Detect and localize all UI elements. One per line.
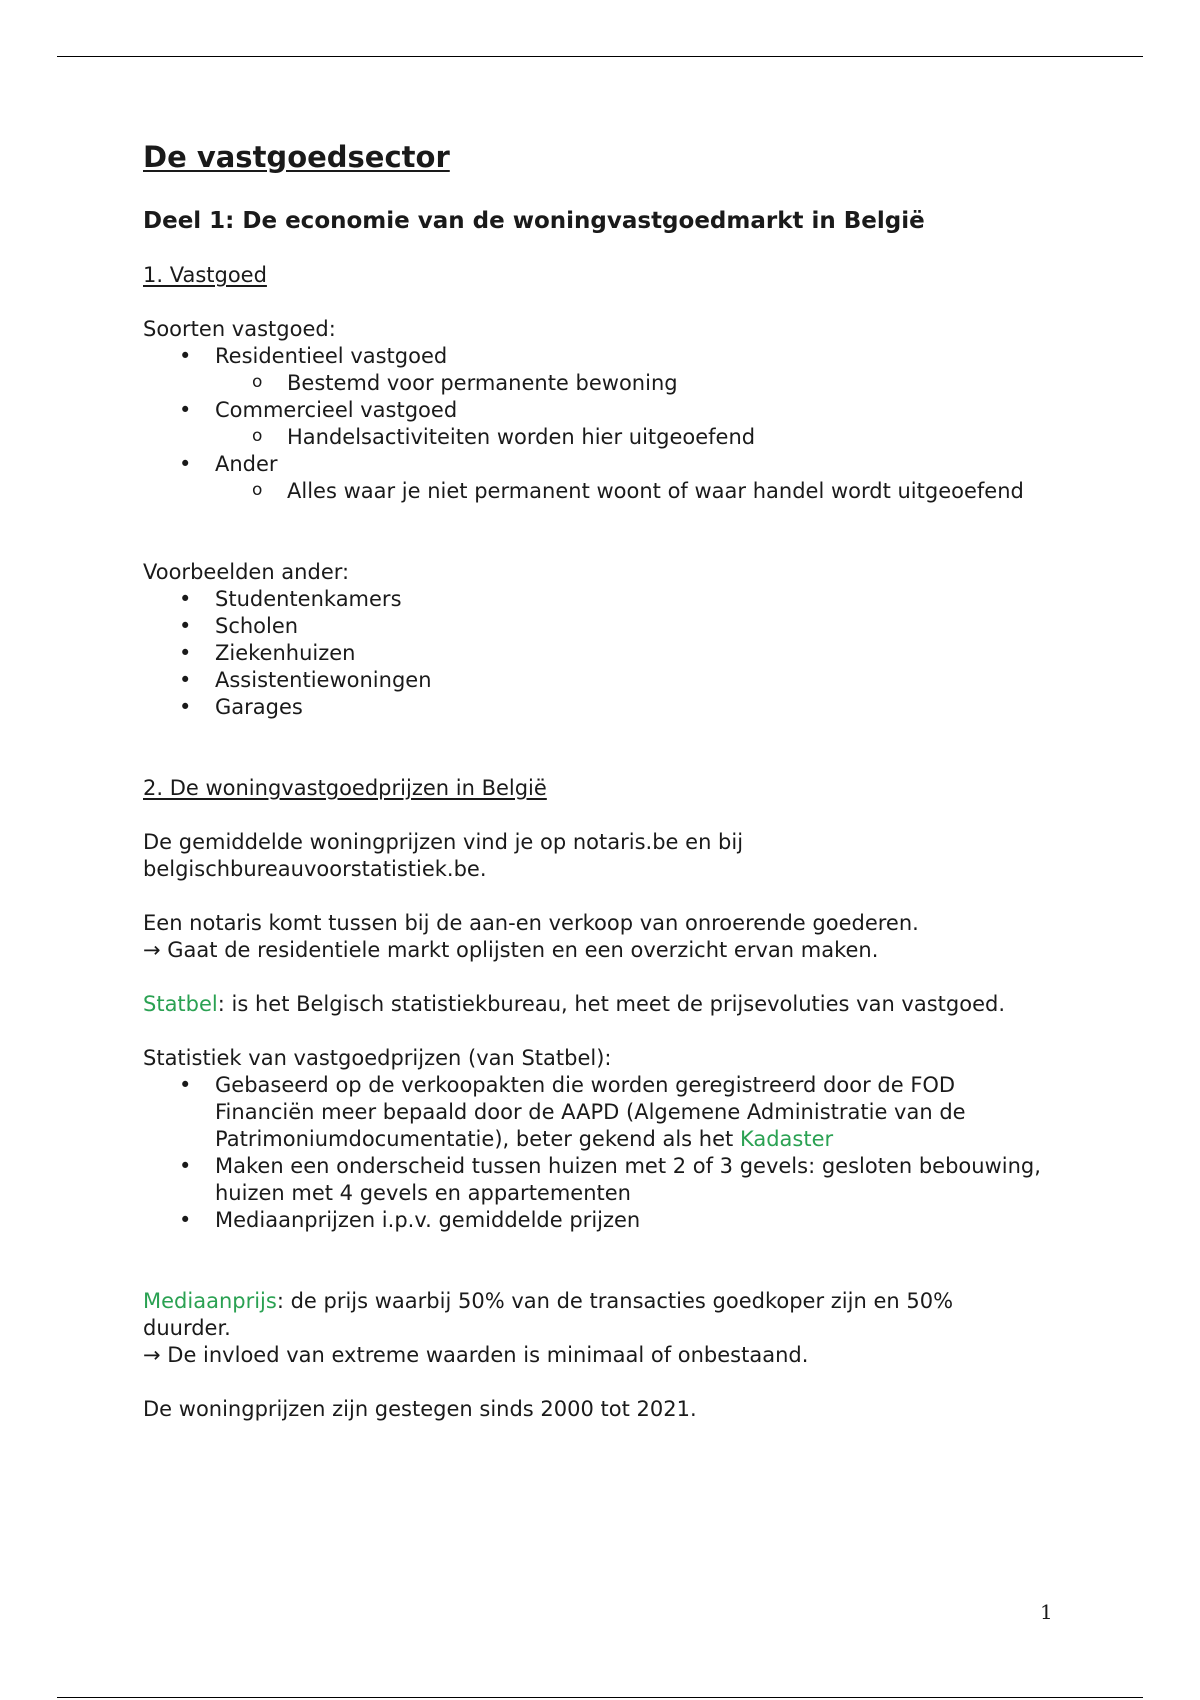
stats-intro: Statistiek van vastgoedprijzen (van Statbel): [143, 1046, 612, 1070]
term-statbel: Statbel [143, 992, 218, 1016]
paragraph-mediaanprijs-arrow: → De invloed van extreme waarden is minimaal of onbestaand. [143, 1343, 809, 1367]
type-label: Residentieel vastgoed [215, 344, 448, 368]
types-list [143, 343, 1043, 505]
paragraph-statbel [143, 991, 1043, 1018]
paragraph-notaris: Een notaris komt tussen bij de aan-en verkoop van onroerende goederen. [143, 911, 919, 935]
list-item: • Ziekenhuizen [143, 640, 1043, 667]
header-rule [57, 56, 1143, 57]
document-body [143, 140, 1043, 1423]
document-title: De vastgoedsector [143, 140, 450, 174]
list-item [143, 343, 1043, 397]
section-heading-prijzen: 2. De woningvastgoedprijzen in België [143, 776, 547, 800]
paragraph-closing: De woningprijzen zijn gestegen sinds 2000 tot 2021. [143, 1397, 697, 1421]
list-item [143, 451, 1043, 505]
type-label: Ander [215, 452, 278, 476]
sub-list-item: o Bestemd voor permanente bewoning [215, 370, 1043, 397]
footer-rule [57, 1697, 1143, 1698]
sub-list-item: o Alles waar je niet permanent woont of waar handel wordt uitgeoefend [215, 478, 1043, 505]
stats-list [143, 1072, 1043, 1234]
types-intro: Soorten vastgoed: [143, 317, 336, 341]
statbel-definition: : is het Belgisch statistiekbureau, het meet de prijsevoluties van vastgoed. [217, 992, 1006, 1016]
page-number: 1 [1040, 1600, 1053, 1624]
paragraph-notaris-arrow: → Gaat de residentiele markt oplijsten en een overzicht ervan maken. [143, 938, 879, 962]
list-item: • Mediaanprijzen i.p.v. gemiddelde prijzen [143, 1207, 1043, 1234]
mediaanprijs-definition: : de prijs waarbij 50% van de transacties goedkoper zijn en 50% duurder. [143, 1289, 954, 1340]
list-item: • Assistentiewoningen [143, 667, 1043, 694]
part-heading: Deel 1: De economie van de woningvastgoedmarkt in België [143, 208, 925, 234]
stats-item-text: Gebaseerd op de verkoopakten die worden geregistreerd door de FOD Financiën meer bepaald door de AAPD (Algemene Administratie van de Patrimoniumdocumentatie), beter gekend als het [215, 1073, 966, 1151]
list-item: • Garages [143, 694, 1043, 721]
list-item: • Scholen [143, 613, 1043, 640]
list-item [143, 397, 1043, 451]
type-label: Commercieel vastgoed [215, 398, 458, 422]
term-mediaanprijs: Mediaanprijs [143, 1289, 277, 1313]
list-item: • Maken een onderscheid tussen huizen met 2 of 3 gevels: gesloten bebouwing, huizen met 4 gevels en appartementen [143, 1153, 1043, 1207]
examples-list [143, 586, 1043, 721]
list-item: • Studentenkamers [143, 586, 1043, 613]
term-kadaster: Kadaster [739, 1127, 834, 1151]
section-heading-vastgoed: 1. Vastgoed [143, 263, 267, 287]
paragraph-mediaanprijs [143, 1288, 1043, 1342]
paragraph-sources: De gemiddelde woningprijzen vind je op notaris.be en bij belgischbureauvoorstatistiek.be. [143, 830, 744, 881]
list-item [143, 1072, 1043, 1153]
sub-list-item: o Handelsactiviteiten worden hier uitgeoefend [215, 424, 1043, 451]
examples-intro: Voorbeelden ander: [143, 560, 350, 584]
